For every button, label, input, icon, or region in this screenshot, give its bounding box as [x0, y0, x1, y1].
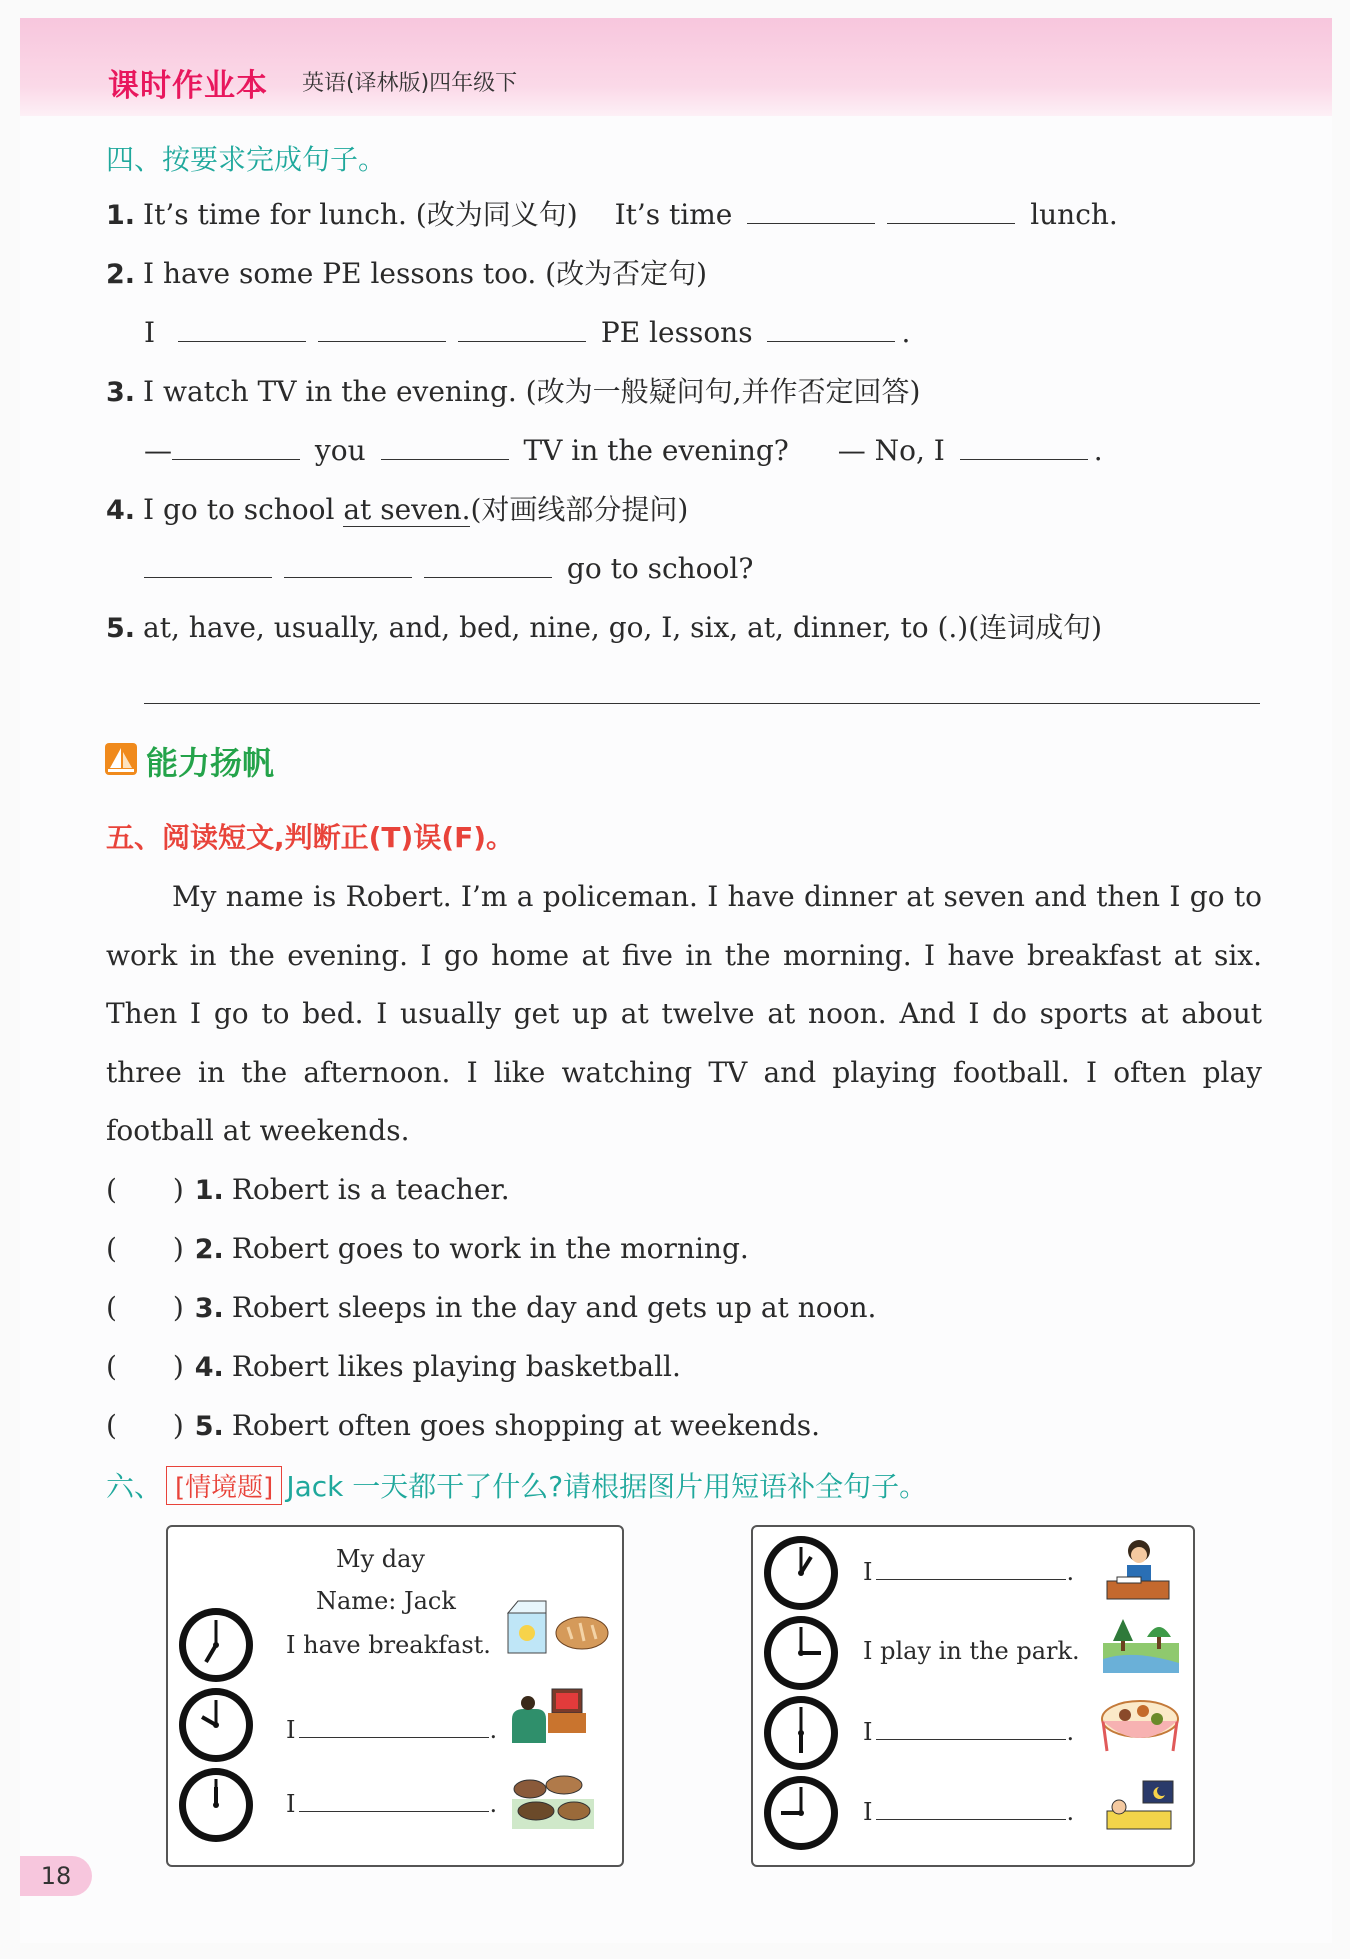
q5-text: at, have, usually, and, bed, nine, go, I, six, at, dinner, to (.)(连词成句) — [143, 611, 1103, 644]
right-row-3 — [863, 1717, 1074, 1746]
right-row-1 — [863, 1557, 1074, 1586]
left-row-2 — [286, 1715, 497, 1744]
q5-answer-line[interactable] — [144, 703, 1260, 704]
clock-icon — [761, 1613, 841, 1693]
afternoon-card — [751, 1525, 1195, 1867]
q2-blank-2[interactable] — [318, 313, 446, 342]
tf-item-4 — [106, 1347, 681, 1388]
left-row-3 — [286, 1789, 497, 1818]
q3-end: . — [1093, 434, 1103, 467]
right-row-4-blank[interactable] — [876, 1797, 1066, 1820]
q3-dash: — — [144, 434, 172, 467]
right-row-3-dot: . — [1066, 1718, 1075, 1746]
park-icon — [1103, 1613, 1179, 1673]
q3-reply: — No, I — [837, 434, 945, 467]
q2-line — [106, 254, 707, 295]
q1-line — [106, 195, 1118, 236]
q3-line — [106, 372, 920, 413]
tf-text-4: Robert likes playing basketball. — [231, 1350, 681, 1383]
reading-passage: My name is Robert. I’m a policeman. I have dinner at seven and then I go to work in the evening. I go home at five in the morning. I have breakfast at six. Then I go to bed. I usually get up at twelve at noon. And I do sports at about three in the afternoon. I like watching TV and playing football. I often play football at weekends. — [106, 880, 1262, 1147]
right-row-2-text: I play in the park. — [863, 1637, 1080, 1665]
sleeping-bed-icon — [1103, 1777, 1177, 1835]
q3-text: I watch TV in the evening. (改为一般疑问句,并作否定回答) — [143, 375, 921, 408]
tf-num-4: 4. — [194, 1352, 224, 1383]
tf-text-1: Robert is a teacher. — [231, 1173, 510, 1206]
q2-ans-mid: PE lessons — [600, 316, 753, 349]
q3-blank-3[interactable] — [960, 431, 1088, 460]
tf-text-5: Robert often goes shopping at weekends. — [231, 1409, 821, 1442]
left-row-2-text: I — [286, 1716, 296, 1744]
clock-icon — [176, 1685, 256, 1765]
left-row-3-dot: . — [489, 1790, 498, 1818]
right-row-1-dot: . — [1066, 1558, 1075, 1586]
tf-num-2: 2. — [194, 1234, 224, 1265]
q3-blank-1[interactable] — [172, 431, 300, 460]
clock-icon — [761, 1533, 841, 1613]
name-label: Name: Jack — [316, 1587, 456, 1615]
dinner-table-icon — [1099, 1695, 1181, 1757]
situation-tag: [情境题] — [166, 1466, 282, 1505]
tf-bracket-1[interactable]: ( ) — [106, 1173, 184, 1206]
watching-tv-icon — [506, 1683, 590, 1747]
q1-num: 1. — [106, 200, 136, 231]
left-row-3-text: I — [286, 1790, 296, 1818]
q2-ans-end: . — [901, 316, 911, 349]
right-row-1-blank[interactable] — [876, 1557, 1066, 1580]
milk-carton-icon — [504, 1599, 550, 1657]
tf-num-3: 3. — [194, 1293, 224, 1324]
right-row-3-text: I — [863, 1718, 873, 1746]
clock-icon — [761, 1773, 841, 1853]
tf-bracket-2[interactable]: ( ) — [106, 1232, 184, 1265]
q4-answer-line — [144, 549, 753, 589]
q3-answer-line — [144, 431, 1103, 471]
left-row-2-blank[interactable] — [299, 1715, 489, 1738]
q1-blank-2[interactable] — [887, 195, 1015, 224]
right-row-4-text: I — [863, 1798, 873, 1826]
q4-post: (对画线部分提问) — [470, 493, 689, 526]
q4-answer-end: go to school? — [566, 552, 754, 585]
q3-num: 3. — [106, 377, 136, 408]
right-row-1-text: I — [863, 1558, 873, 1586]
q4-pre: I go to school — [143, 493, 335, 526]
q2-blank-1[interactable] — [178, 313, 306, 342]
q4-underlined: at seven. — [343, 493, 471, 526]
q4-blank-1[interactable] — [144, 549, 272, 578]
q5-num: 5. — [106, 613, 136, 644]
q4-blank-3[interactable] — [424, 549, 552, 578]
section5-title: 五、阅读短文,判断正(T)误(F)。 — [106, 821, 515, 854]
q2-text: I have some PE lessons too. (改为否定句) — [143, 257, 707, 290]
book-subtitle: 英语(译林版)四年级下 — [302, 71, 518, 96]
page-number: 18 — [20, 1856, 92, 1896]
clock-icon — [176, 1765, 256, 1845]
tf-num-5: 5. — [194, 1411, 224, 1442]
left-row-2-dot: . — [489, 1716, 498, 1744]
q1-answer-post: lunch. — [1030, 198, 1118, 231]
q1-blank-1[interactable] — [747, 195, 875, 224]
q1-answer-pre: It’s time — [614, 198, 733, 231]
left-row-3-blank[interactable] — [299, 1789, 489, 1812]
tf-bracket-3[interactable]: ( ) — [106, 1291, 184, 1324]
q3-blank-2[interactable] — [381, 431, 509, 460]
section6-title-pre: 六、 — [106, 1470, 163, 1503]
tf-item-5 — [106, 1406, 820, 1447]
right-row-4 — [863, 1797, 1074, 1826]
lunch-dishes-icon — [508, 1767, 598, 1831]
right-row-3-blank[interactable] — [876, 1717, 1066, 1740]
tf-text-3: Robert sleeps in the day and gets up at noon. — [231, 1291, 877, 1324]
q1-text: It’s time for lunch. (改为同义句) — [143, 198, 578, 231]
sail-logo-icon — [104, 742, 138, 776]
right-row-4-dot: . — [1066, 1798, 1075, 1826]
q3-tv: TV in the evening? — [523, 434, 789, 467]
tf-num-1: 1. — [194, 1175, 224, 1206]
tf-item-3 — [106, 1288, 876, 1329]
section6-title-post: Jack 一天都干了什么?请根据图片用短语补全句子。 — [286, 1470, 928, 1503]
my-day-heading: My day — [336, 1545, 425, 1573]
q2-ans-start: I — [144, 316, 156, 349]
q4-line — [106, 490, 688, 531]
section6-title — [106, 1465, 927, 1505]
q5-line — [106, 608, 1102, 649]
q4-blank-2[interactable] — [284, 549, 412, 578]
section4-title: 四、按要求完成句子。 — [106, 143, 387, 176]
q2-num: 2. — [106, 259, 136, 290]
ability-title: 能力扬帆 — [146, 744, 275, 782]
q3-you: you — [314, 434, 366, 467]
clock-icon — [761, 1693, 841, 1773]
q4-num: 4. — [106, 495, 136, 526]
tf-item-1 — [106, 1170, 510, 1211]
tf-text-2: Robert goes to work in the morning. — [231, 1232, 749, 1265]
clock-icon — [176, 1605, 256, 1685]
my-day-card — [166, 1525, 624, 1867]
q2-blank-3[interactable] — [458, 313, 586, 342]
bread-icon — [554, 1613, 610, 1651]
tf-item-2 — [106, 1229, 749, 1270]
tf-bracket-5[interactable]: ( ) — [106, 1409, 184, 1442]
q2-answer-line — [144, 313, 910, 353]
tf-bracket-4[interactable]: ( ) — [106, 1350, 184, 1383]
q2-blank-4[interactable] — [767, 313, 895, 342]
studying-boy-icon — [1103, 1537, 1173, 1603]
brand-title: 课时作业本 — [108, 68, 268, 104]
left-row-1-text: I have breakfast. — [286, 1631, 491, 1659]
